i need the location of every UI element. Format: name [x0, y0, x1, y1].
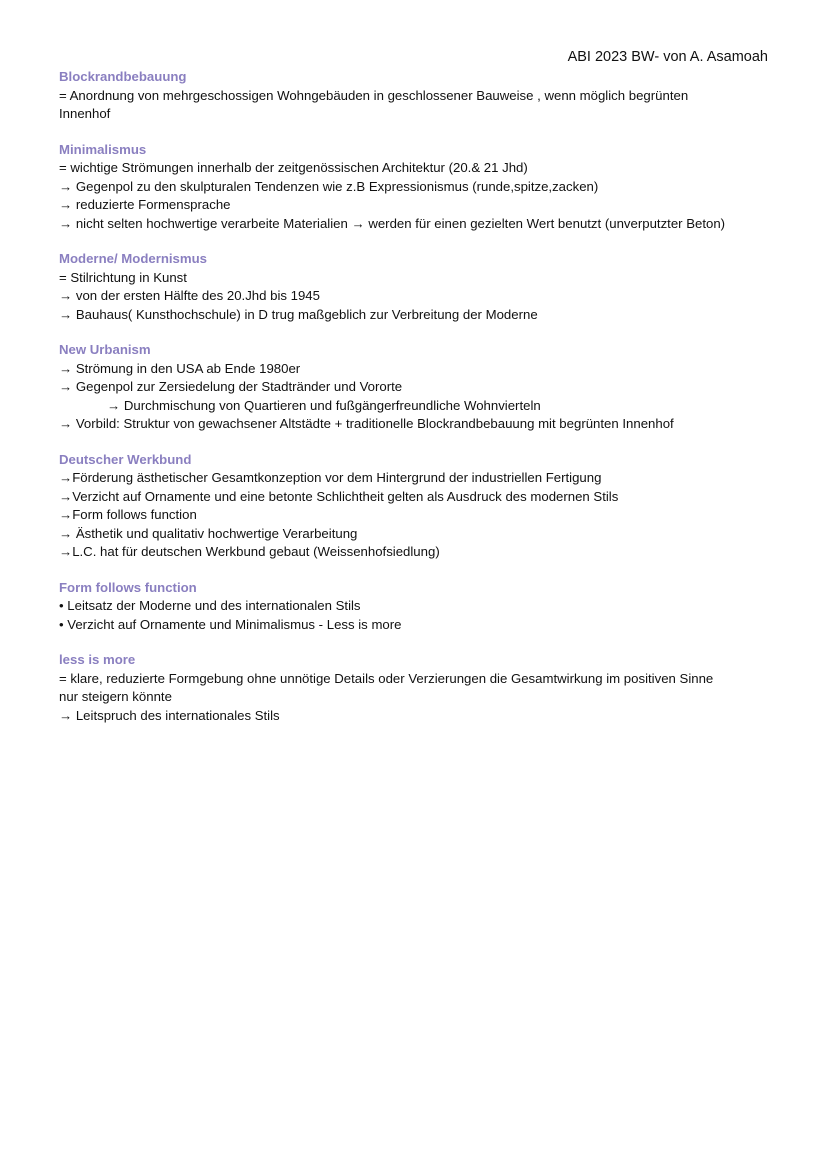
section-title: Form follows function [59, 579, 197, 595]
section-line: = Stilrichtung in Kunst [59, 269, 187, 285]
section-line: = Anordnung von mehrgeschossigen Wohngebäuden in geschlossener Bauweise , wenn möglich begrünten [59, 87, 689, 103]
section-line: → nicht selten hochwertige verarbeite Materialien → werden für einen gezielten Wert benutzt (unverputzter Beton) [59, 215, 726, 231]
section-title: Blockrandbebauung [59, 69, 187, 84]
document-header: ABI 2023 BW- von A. Asamoah [567, 49, 768, 65]
section-line: → Vorbild: Struktur von gewachsener Altstädte + traditionelle Blockrandbebauung mit begrünten Innenhof [59, 416, 674, 431]
section-title: New Urbanism [59, 342, 151, 357]
section-title: Moderne/ Modernismus [59, 251, 208, 266]
section-line: → reduzierte Formensprache [59, 197, 231, 212]
section-line: • Verzicht auf Ornamente und Minimalismus - Less is more [59, 616, 402, 632]
section-title: Minimalismus [59, 141, 147, 157]
section-line: Innenhof [59, 106, 111, 121]
section-line: → Strömung in den USA ab Ende 1980er [59, 360, 301, 376]
section-line: → Gegenpol zur Zersiedelung der Stadtränder und Vororte [59, 379, 403, 394]
section-minimalismus [59, 141, 774, 234]
section-title: Deutscher Werkbund [59, 451, 192, 467]
section-line: → Gegenpol zu den skulpturalen Tendenzen wie z.B Expressionismus (runde,spitze,zacken) [59, 178, 599, 194]
section-deutscher-werkbund [59, 451, 774, 562]
section-moderne-modernismus [59, 250, 774, 324]
section-line: →Förderung ästhetischer Gesamtkonzeption vor dem Hintergrund der industriellen Fertigung [59, 470, 602, 485]
section-less-is-more [59, 651, 774, 725]
section-line: → Leitspruch des internationales Stils [59, 707, 280, 723]
section-new-urbanism [59, 341, 774, 434]
document-content [59, 68, 774, 742]
section-line: →Form follows function [59, 507, 197, 522]
section-line: →L.C. hat für deutschen Werkbund gebaut (Weissenhofsiedlung) [59, 544, 440, 559]
section-line: → Ästhetik und qualitativ hochwertige Verarbeitung [59, 525, 358, 541]
section-line: → Bauhaus( Kunsthochschule) in D trug maßgeblich zur Verbreitung der Moderne [59, 306, 538, 322]
section-form-follows-function [59, 579, 774, 635]
section-blockrandbebauung [59, 68, 774, 124]
section-line: → Durchmischung von Quartieren und fußgängerfreundliche Wohnvierteln [107, 397, 541, 413]
section-line: = wichtige Strömungen innerhalb der zeitgenössischen Architektur (20.& 21 Jhd) [59, 160, 528, 175]
section-line: = klare, reduzierte Formgebung ohne unnötige Details oder Verzierungen die Gesamtwirkung im positiven Sinne [59, 670, 714, 686]
section-line: • Leitsatz der Moderne und des internationalen Stils [59, 598, 361, 613]
section-title: less is more [59, 652, 136, 667]
section-line: nur steigern könnte [59, 689, 172, 704]
section-line: →Verzicht auf Ornamente und eine betonte Schlichtheit gelten als Ausdruck des modernen Stils [59, 488, 619, 504]
section-line: → von der ersten Hälfte des 20.Jhd bis 1945 [59, 288, 320, 303]
